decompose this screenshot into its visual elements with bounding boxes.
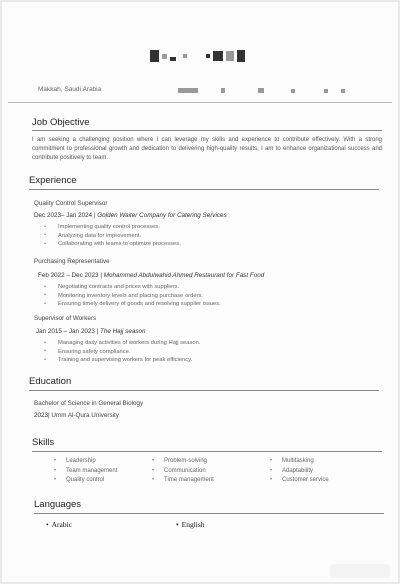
job-company-1: Golden Waiter Company for Catering Services: [97, 212, 227, 219]
list-item: • Time management: [152, 477, 214, 487]
list-item: • Communication: [152, 468, 214, 478]
education-school: | Umm Al-Qura University: [48, 412, 119, 419]
skills-column-3: [270, 458, 329, 487]
language-arabic: • Arabic: [46, 520, 72, 529]
resume-page: [2, 2, 398, 582]
list-item: • Negotiating contracts and prices with suppliers.: [44, 284, 221, 293]
list-item: • Monitoring inventory levels and placing purchase orders.: [44, 293, 221, 302]
job-title-2: Purchasing Representative: [34, 258, 110, 265]
list-item: • Quality control: [54, 477, 117, 487]
job-bullets-2: [44, 284, 221, 310]
education-line: [34, 412, 119, 419]
skills-column-2: [152, 458, 214, 487]
list-item: • Collaborating with teams to optimize processes.: [44, 241, 181, 250]
job-dates-3: Jan 2015 – Jan 2023 | The Hajj season: [36, 328, 146, 335]
job-company-3: The Hajj season: [99, 328, 146, 335]
job-bullets-3: [44, 340, 200, 366]
list-item: • Adaptability: [270, 468, 329, 478]
job-title-1: Quality Control Supervisor: [34, 200, 108, 207]
objective-text: I am seeking a challenging position where I can leverage my skills and experience to contribute effectively. With a strong commitment to professional growth and dedication to delivering high-quality results, I am to enhance organizational success and contribute positively to team.: [32, 137, 382, 161]
education-year: 2023: [34, 412, 49, 419]
job-dates-2: Feb 2022 – Dec 2023 | Mohammed Abdulwahid Ahmed Restaurant for Fast Food: [38, 272, 265, 279]
list-item: • Ensuring safety compliance.: [44, 349, 200, 358]
languages-heading: Languages: [34, 499, 82, 510]
job-bullets-1: [44, 224, 181, 250]
header-divider: [8, 102, 392, 103]
location: Makkah, Saudi Arabia: [38, 86, 102, 93]
redacted-contact: [178, 88, 345, 93]
job-title-3: Supervisor of Workers: [34, 315, 97, 322]
watermark: [330, 564, 390, 578]
list-item: • Leadership: [54, 458, 117, 468]
list-item: • Customer service: [270, 477, 329, 487]
skills-column-1: [54, 458, 117, 487]
list-item: • Managing daily activities of workers during Hajj season.: [44, 340, 200, 349]
skills-divider: [32, 451, 382, 452]
list-item: • Analyzing data for improvement.: [44, 233, 181, 242]
list-item: • Problem-solving: [152, 458, 214, 468]
education-divider: [29, 390, 379, 391]
skills-heading: Skills: [32, 437, 55, 448]
objective-divider: [32, 130, 382, 131]
redacted-name: [150, 50, 245, 62]
list-item: • Ensuring timely delivery of goods and resolving supplier issues.: [44, 301, 221, 310]
language-english: • English: [176, 520, 205, 529]
list-item: • Multitasking: [270, 458, 329, 468]
job-company-2: Mohammed Abdulwahid Ahmed Restaurant for Fast Food: [103, 272, 265, 279]
education-degree: Bachelor of Science in General Biology: [34, 400, 144, 407]
experience-divider: [29, 189, 379, 190]
experience-heading: Experience: [29, 175, 77, 186]
education-heading: Education: [29, 376, 72, 387]
list-item: • Team management: [54, 468, 117, 478]
objective-heading: Job Objective: [32, 117, 90, 128]
job-dates-1: Dec 2023– Jan 2024 | Golden Waiter Company for Catering Services: [34, 212, 227, 219]
languages-divider: [34, 513, 384, 514]
list-item: • Implementing quality control processes.: [44, 224, 181, 233]
list-item: • Training and supervising workers for peak efficiency.: [44, 357, 200, 366]
